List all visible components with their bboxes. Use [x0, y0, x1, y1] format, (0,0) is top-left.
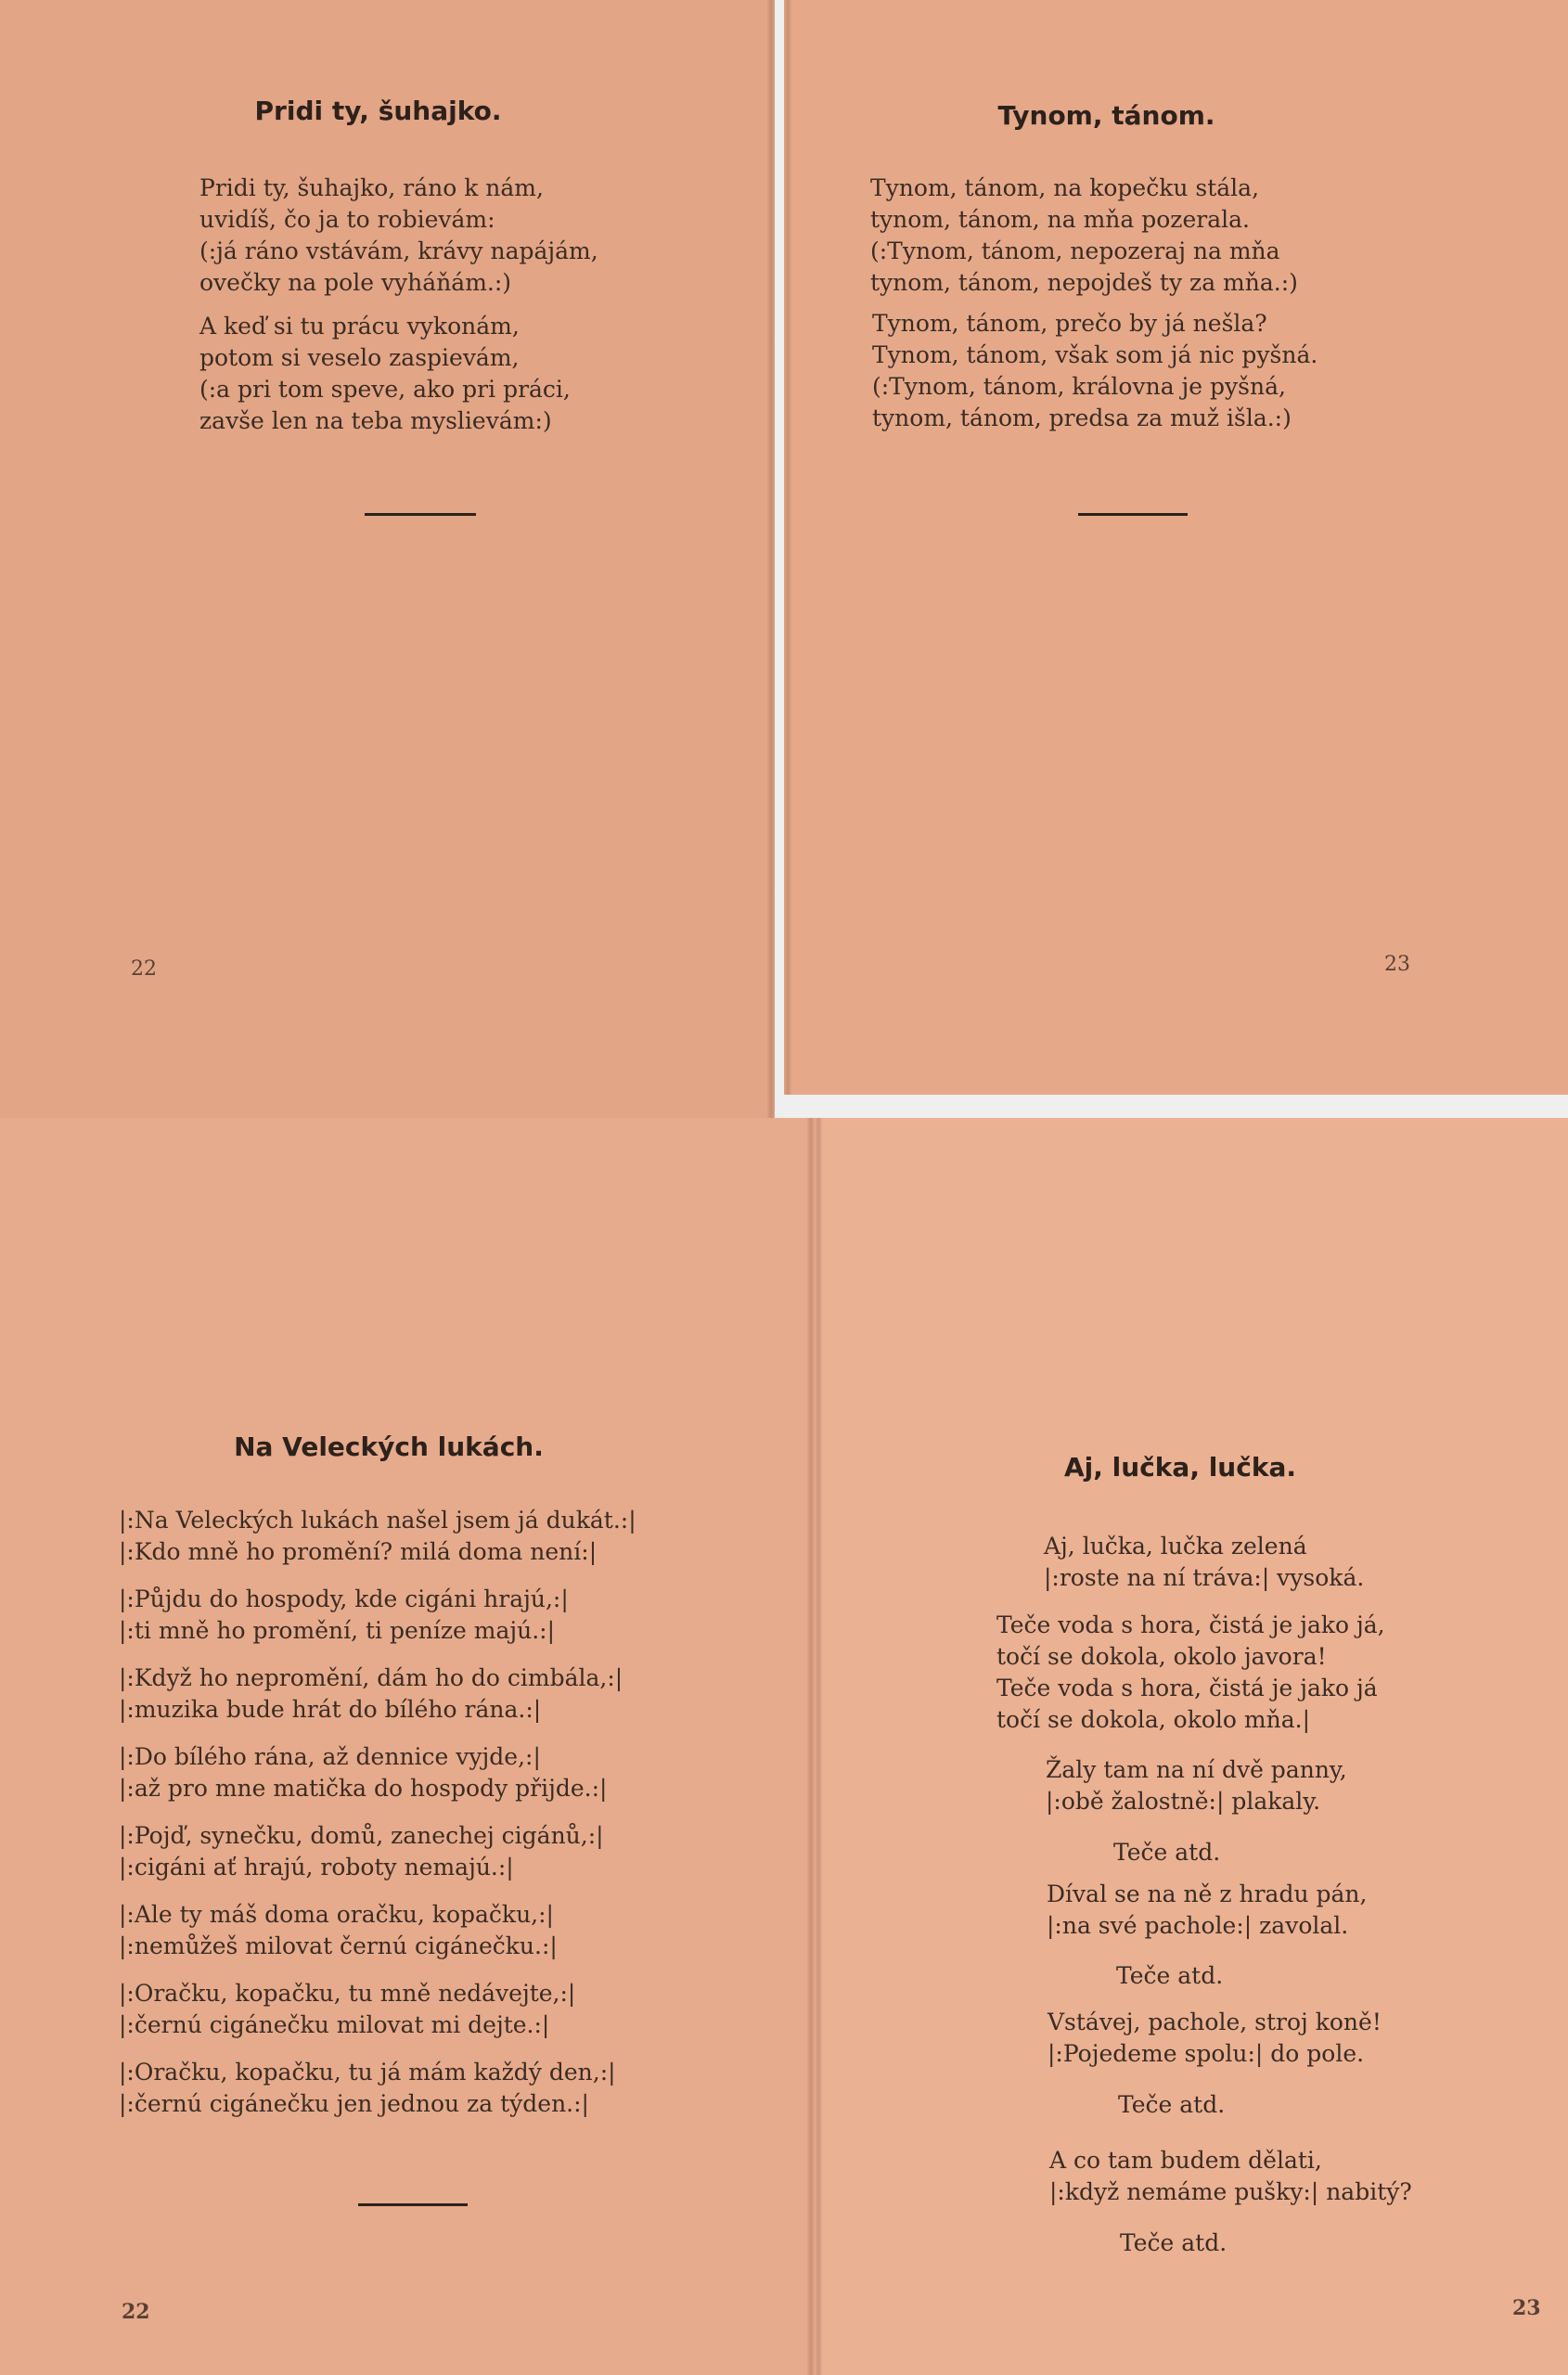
stanza [119, 1741, 607, 1804]
stanza [199, 173, 598, 299]
page-bottom-left [0, 1118, 815, 2375]
refrain [1118, 2089, 1225, 2121]
verse-line: Teče atd. [1113, 1839, 1221, 1866]
verse-line: |:Do bílého rána, až dennice vyjde,:| [119, 1743, 541, 1770]
verse-line: Teče atd. [1120, 2229, 1227, 2256]
verse-line: A co tam budem dělati, [1049, 2147, 1322, 2174]
verse-line: potom si veselo zaspievám, [199, 344, 520, 371]
page-number: 22 [131, 957, 157, 981]
page-number: 22 [122, 2300, 150, 2324]
verse-line: Tynom, tánom, na kopečku stála, [870, 174, 1260, 201]
page-bottom-right [815, 1118, 1568, 2375]
stanza [1046, 1754, 1347, 1817]
verse-line: točí se dokola, okolo mňa.| [996, 1706, 1310, 1733]
verse-line: Díval se na ně z hradu pán, [1047, 1881, 1368, 1907]
refrain [1116, 1960, 1223, 1992]
stanza [119, 1820, 604, 1883]
section-divider [358, 2203, 468, 2206]
stanza [1047, 2007, 1382, 2070]
verse-line: |:Ale ty máš doma oračku, kopačku,:| [119, 1901, 554, 1928]
verse-line: tynom, tánom, na mňa pozerala. [870, 206, 1250, 233]
refrain [1113, 1837, 1220, 1868]
verse-line: |:černú cigánečku milovat mi dejte.:| [119, 2011, 550, 2038]
verse-line: |:Na Veleckých lukách našel jsem já dukát.:| [119, 1507, 636, 1534]
verse-line: Teče voda s hora, čistá je jako já [996, 1675, 1378, 1701]
verse-line: Teče voda s hora, čistá je jako já, [996, 1611, 1385, 1638]
verse-line: Tynom, tánom, prečo by já nešla? [872, 310, 1267, 337]
verse-line: Vstávej, pachole, stroj koně! [1047, 2009, 1382, 2035]
verse-line: |:černú cigánečku jen jednou za týden.:| [119, 2090, 589, 2117]
page-spine [807, 1118, 815, 2375]
page-spine [784, 0, 791, 1095]
stanza [119, 1662, 623, 1726]
verse-line: ovečky na pole vyháňám.:) [199, 269, 512, 296]
verse-line: |:muzika bude hrát do bílého rána.:| [119, 1696, 542, 1723]
verse-line: (:já ráno vstávám, krávy napájám, [199, 238, 598, 264]
page-spine [815, 1118, 822, 2375]
song-title: Aj, lučka, lučka. [1064, 1452, 1296, 1483]
verse-line: (:Tynom, tánom, nepozeraj na mňa [870, 238, 1280, 264]
stanza [1049, 2145, 1412, 2208]
page-number: 23 [1512, 2296, 1541, 2320]
page-top-right [784, 0, 1568, 1095]
stanza [872, 308, 1317, 434]
stanza [199, 311, 571, 437]
verse-line: |:Pojedeme spolu:| do pole. [1047, 2040, 1365, 2067]
stanza [996, 1610, 1385, 1736]
verse-line: uvidíš, čo ja to robievám: [199, 206, 495, 233]
verse-line: |:Oračku, kopačku, tu já mám každý den,:| [119, 2059, 616, 2086]
stanza [119, 1505, 636, 1568]
verse-line: |:když nemáme pušky:| nabitý? [1049, 2178, 1412, 2205]
song-title: Tynom, tánom. [997, 100, 1215, 131]
section-divider [1078, 513, 1188, 516]
section-divider [365, 513, 476, 516]
verse-line: točí se dokola, okolo javora! [996, 1643, 1327, 1670]
verse-line: |:Když ho nepromění, dám ho do cimbála,:| [119, 1664, 623, 1691]
verse-line: tynom, tánom, nepojdeš ty za mňa.:) [870, 269, 1298, 296]
page-spine [767, 0, 775, 1118]
stanza [119, 1584, 569, 1647]
stanza [119, 1978, 575, 2041]
song-title: Pridi ty, šuhajko. [254, 96, 502, 126]
verse-line: A keď si tu prácu vykonám, [199, 313, 520, 340]
verse-line: |:Půjdu do hospody, kde cigáni hrajú,:| [119, 1585, 569, 1612]
stanza [870, 173, 1298, 299]
verse-line: Teče atd. [1118, 2091, 1226, 2118]
stanza [1047, 1879, 1367, 1942]
verse-line: |:Pojď, synečku, domů, zanechej cigánů,:| [119, 1822, 604, 1849]
verse-line: |:až pro mne matička do hospody přijde.:| [119, 1775, 608, 1802]
verse-line: |:na své pachole:| zavolal. [1047, 1912, 1349, 1939]
verse-line: Aj, lučka, lučka zelená [1044, 1533, 1307, 1560]
page-number: 23 [1384, 953, 1410, 976]
verse-line: (:Tynom, tánom, královna je pyšná, [872, 373, 1286, 400]
verse-line: |:Kdo mně ho promění? milá doma není:| [119, 1538, 598, 1565]
song-title: Na Veleckých lukách. [234, 1431, 544, 1462]
stanza [119, 2057, 616, 2120]
verse-line: Pridi ty, šuhajko, ráno k nám, [199, 174, 544, 201]
verse-line: |:obě žalostně:| plakaly. [1046, 1788, 1321, 1815]
refrain [1120, 2227, 1227, 2259]
verse-line: |:ti mně ho promění, ti peníze majú.:| [119, 1617, 556, 1644]
verse-line: zavše len na teba myslievám:) [199, 407, 552, 434]
verse-line: |:Oračku, kopačku, tu mně nedávejte,:| [119, 1980, 576, 2007]
verse-line: |:nemůžeš milovat černú cigánečku.:| [119, 1932, 558, 1959]
verse-line: Tynom, tánom, však som já nic pyšná. [872, 341, 1318, 368]
stanza [1044, 1531, 1364, 1594]
stanza [119, 1899, 558, 1962]
verse-line: |:cigáni ať hrajú, roboty nemajú.:| [119, 1854, 514, 1881]
verse-line: |:roste na ní tráva:| vysoká. [1044, 1564, 1365, 1591]
verse-line: (:a pri tom speve, ako pri práci, [199, 376, 571, 403]
page-top-left [0, 0, 775, 1118]
verse-line: tynom, tánom, predsa za muž išla.:) [872, 404, 1292, 431]
verse-line: Teče atd. [1116, 1962, 1224, 1989]
verse-line: Žaly tam na ní dvě panny, [1046, 1756, 1347, 1783]
